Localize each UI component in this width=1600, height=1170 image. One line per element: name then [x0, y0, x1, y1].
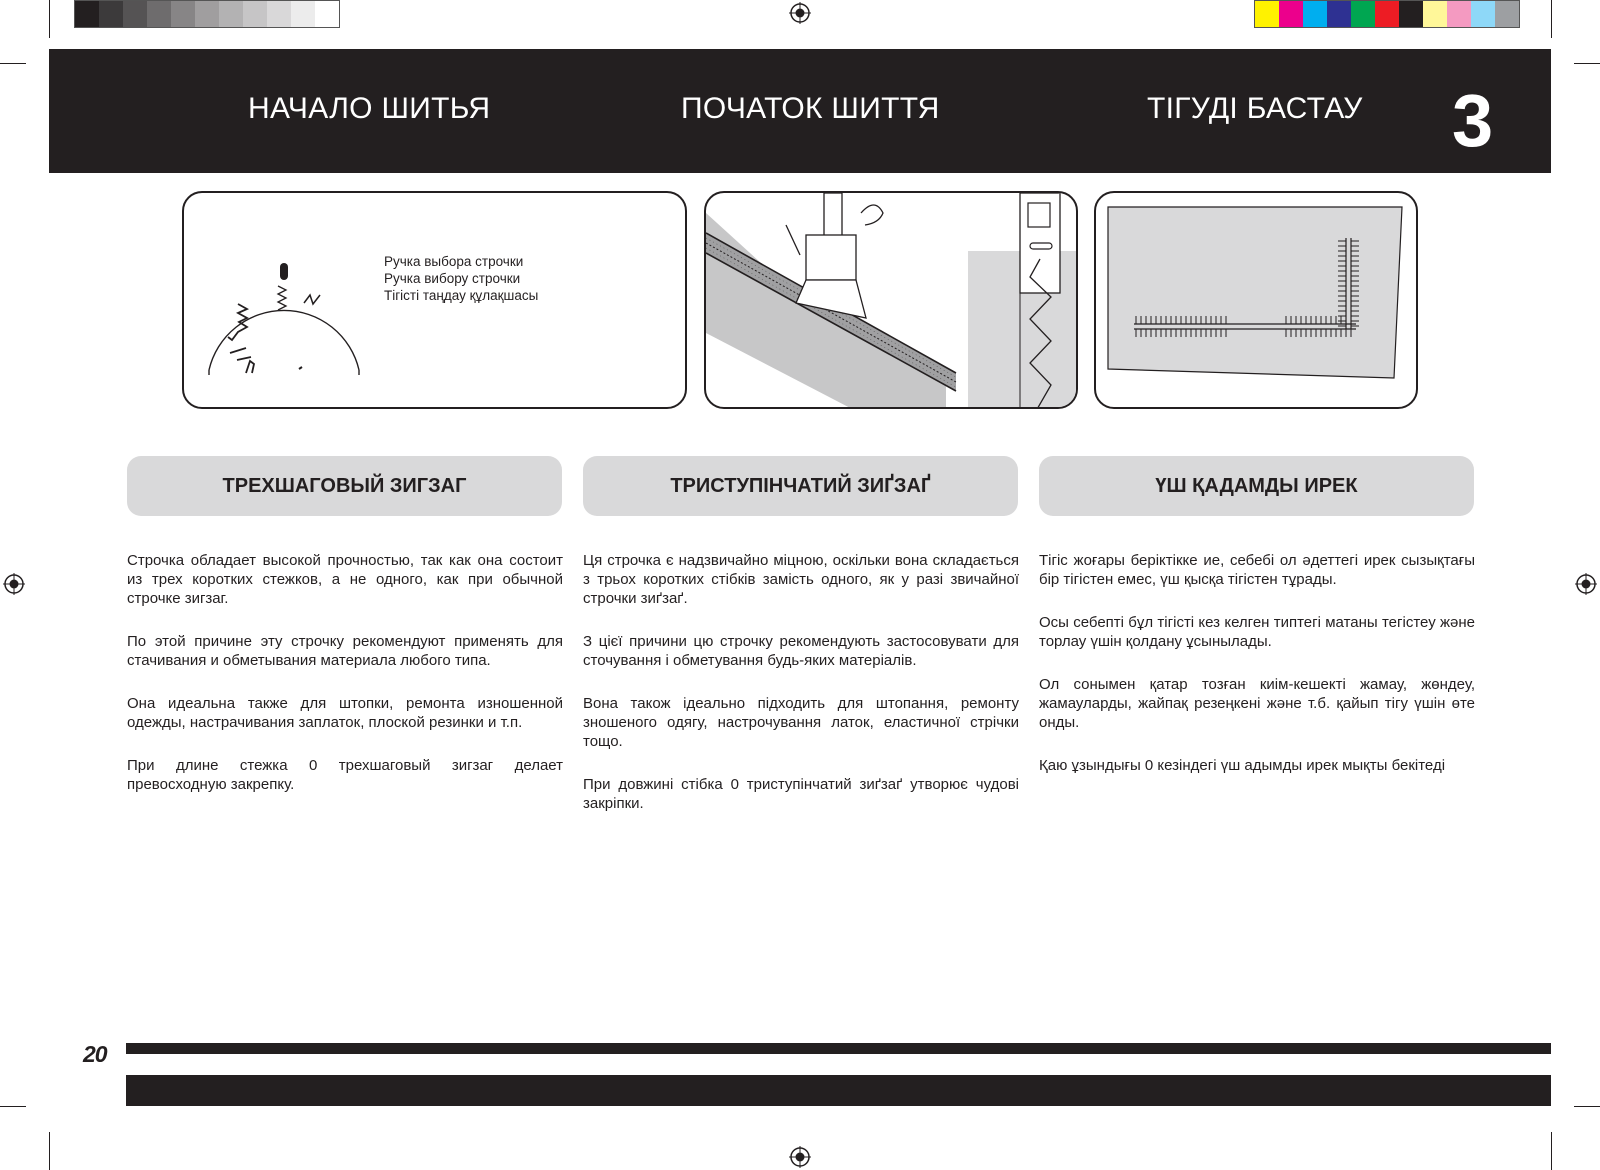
footer-rule	[126, 1043, 1551, 1054]
stitch-sample-illustration	[1096, 193, 1418, 409]
paragraph: Вона також ідеально підходить для штопання, ремонту зношеного одягу, настрочування латок, еластичної стрічки тощо.	[583, 695, 1019, 750]
color-swatch	[1375, 1, 1399, 27]
color-swatch	[195, 1, 219, 27]
color-swatch	[171, 1, 195, 27]
color-swatch	[1255, 1, 1279, 27]
registration-mark-icon	[789, 1146, 811, 1168]
crop-mark	[1574, 1106, 1600, 1107]
color-swatch	[1303, 1, 1327, 27]
paragraph: З цієї причини цю строчку рекомендують застосовувати для сточування і обметування будь-яких матеріалів.	[583, 633, 1019, 669]
footer-band	[126, 1075, 1551, 1106]
color-swatch	[123, 1, 147, 27]
column-ru	[127, 551, 563, 818]
color-swatch	[291, 1, 315, 27]
registration-mark-icon	[3, 573, 25, 595]
paragraph: При довжині стібка 0 триступінчатий зиґзаґ утворює чудові закріпки.	[583, 776, 1019, 812]
figure-knob-panel	[182, 191, 687, 409]
color-swatch	[1495, 1, 1519, 27]
gray-calibration-strip	[74, 0, 340, 28]
color-swatch	[1279, 1, 1303, 27]
knob-label-ru: Ручка выбора строчки	[384, 254, 524, 269]
color-calibration-strip	[1254, 0, 1520, 28]
color-swatch	[1447, 1, 1471, 27]
crop-mark	[1551, 0, 1552, 38]
section-heading-kk: ҮШ ҚАДАМДЫ ИРЕК	[1039, 456, 1474, 516]
color-swatch	[1351, 1, 1375, 27]
crop-mark	[1551, 1132, 1552, 1170]
color-swatch	[75, 1, 99, 27]
column-uk	[583, 551, 1019, 837]
chapter-number: 3	[1452, 79, 1494, 162]
color-swatch	[267, 1, 291, 27]
paragraph: При длине стежка 0 трехшаговый зигзаг делает превосходную закрепку.	[127, 757, 563, 793]
color-swatch	[1327, 1, 1351, 27]
header-title-kk: ТІГУДІ БАСТАУ	[1147, 92, 1363, 125]
registration-mark-icon	[789, 2, 811, 24]
knob-label-uk: Ручка вибору строчки	[384, 271, 521, 286]
color-swatch	[1471, 1, 1495, 27]
crop-mark	[1574, 63, 1600, 64]
presser-foot-illustration	[706, 193, 1078, 409]
registration-mark-icon	[1575, 573, 1597, 595]
paragraph: Қаю ұзындығы 0 кезіндегі үш адымды ирек мықты бекітеді	[1039, 757, 1446, 774]
figure-sewing-panel	[704, 191, 1078, 409]
color-swatch	[315, 1, 339, 27]
column-kk	[1039, 551, 1475, 799]
paragraph: Тігіс жоғары беріктікке ие, себебі ол әдеттегі ирек сызықтағы бір тігістен емес, үш қысқа тігістен тұрады.	[1039, 552, 1475, 588]
knob-label-kk: Тігісті таңдау құлақшасы	[384, 288, 539, 303]
section-heading-ru: ТРЕХШАГОВЫЙ ЗИГЗАГ	[127, 456, 562, 516]
crop-mark	[0, 63, 26, 64]
paragraph: Строчка обладает высокой прочностью, так как она состоит из трех коротких стежков, а не одного, как при обычной строчке зигзаг.	[127, 552, 563, 607]
paragraph: Ця строчка є надзвичайно міцною, оскільки вона складається з трьох коротких стібків замість одного, як у разі звичайної строчки зиґзаґ.	[583, 552, 1019, 607]
figure-stitch-sample-panel	[1094, 191, 1418, 409]
color-swatch	[99, 1, 123, 27]
page-number: 20	[83, 1041, 107, 1067]
color-swatch	[243, 1, 267, 27]
paragraph: Ол сонымен қатар тозған киім-кешекті жамау, жөндеу, жамауларды, жайпақ резеңкені және т.б. қайып тігу үшін өте онды.	[1039, 676, 1475, 731]
crop-mark	[49, 1132, 50, 1170]
crop-mark	[0, 1106, 26, 1107]
color-swatch	[147, 1, 171, 27]
header-title-uk: ПОЧАТОК ШИТТЯ	[681, 92, 940, 125]
color-swatch	[219, 1, 243, 27]
crop-mark	[49, 0, 50, 38]
paragraph: Она идеальна также для штопки, ремонта изношенной одежды, настрачивания заплаток, плоской резинки и т.п.	[127, 695, 563, 731]
paragraph: Осы себепті бұл тігісті кез келген типтегі матаны тегістеу және торлау үшін қолдану ұсынылады.	[1039, 614, 1475, 650]
color-swatch	[1423, 1, 1447, 27]
paragraph: По этой причине эту строчку рекомендуют применять для стачивания и обметывания материала любого типа.	[127, 633, 563, 669]
stitch-selector-knob-illustration	[184, 193, 384, 409]
color-swatch	[1399, 1, 1423, 27]
section-heading-uk: ТРИСТУПІНЧАТИЙ ЗИҐЗАҐ	[583, 456, 1018, 516]
header-title-ru: НАЧАЛО ШИТЬЯ	[248, 92, 491, 125]
